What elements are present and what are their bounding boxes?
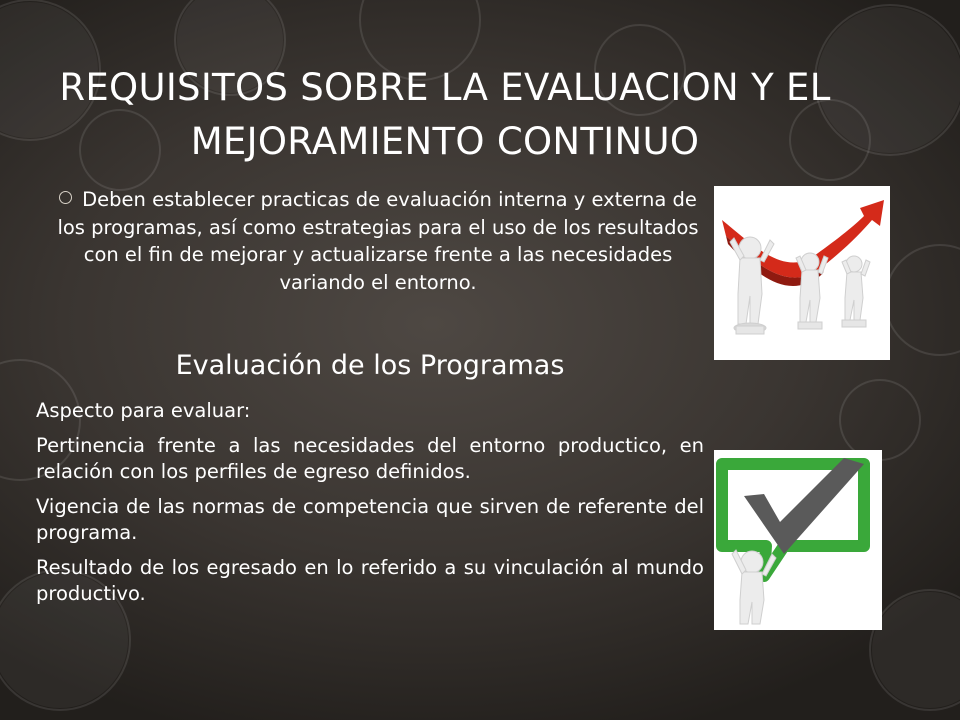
content-paragraphs xyxy=(36,398,704,616)
paragraph-resultado: Resultado de los egresado en lo referido a su vinculación al mundo productivo. xyxy=(36,556,704,605)
bullet-item xyxy=(48,186,708,296)
bullet-text: Deben establecer practicas de evaluación interna y externa de los programas, así como estrategias para el uso de los resultados con el fin de mejorar y actualizarse frente a las necesidades variando el entorno. xyxy=(57,188,699,294)
paragraph-aspect-header: Aspecto para evaluar: xyxy=(36,399,251,422)
slide-title: REQUISITOS SOBRE LA EVALUACION Y EL MEJORAMIENTO CONTINUO xyxy=(59,65,831,163)
paragraph-vigencia: Vigencia de las normas de competencia que sirven de referente del programa. xyxy=(36,495,704,544)
paragraph-pertinencia: Pertinencia frente a las necesidades del entorno productico, en relación con los perfiles de egreso definidos. xyxy=(36,434,704,483)
green-checkmark-icon xyxy=(714,450,882,630)
checkmark-bubble-image xyxy=(714,450,882,630)
bullet-circle-icon xyxy=(59,191,72,204)
section-subtitle: Evaluación de los Programas xyxy=(175,350,565,381)
red-arrow-icon xyxy=(714,186,890,360)
lifting-arrow-image xyxy=(714,186,890,360)
